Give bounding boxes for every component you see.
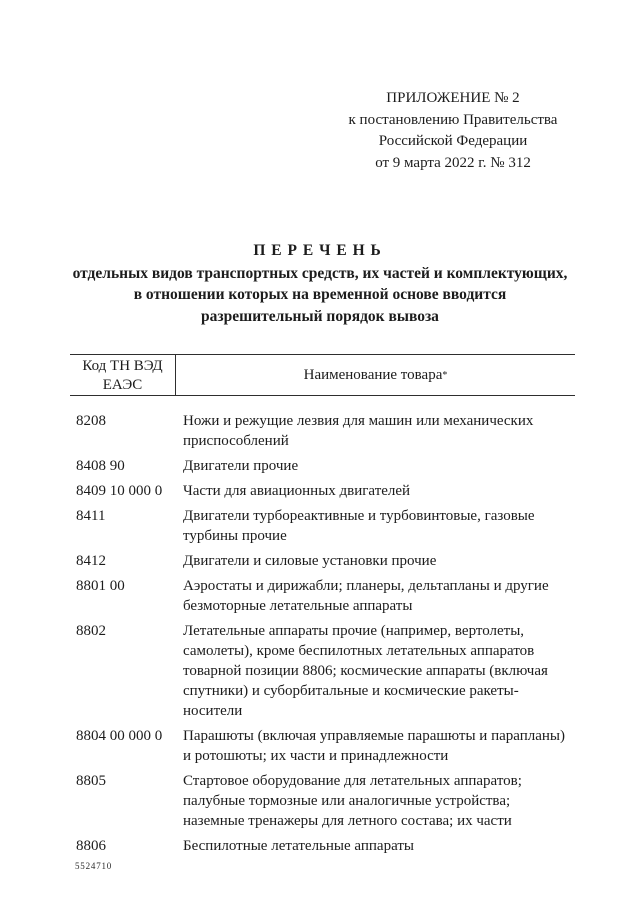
appendix-header xyxy=(308,88,598,174)
row-name: Парашюты (включая управляемые парашюты и парапланы) и ротошюты; их части и принадлежности xyxy=(183,728,565,764)
appendix-header-line: к постановлению Правительства xyxy=(348,111,558,128)
row-name: Двигатели и силовые установки прочие xyxy=(183,553,437,569)
row-code: 8411 xyxy=(76,508,106,524)
row-code: 8409 10 000 0 xyxy=(76,483,163,499)
table-row xyxy=(70,576,575,616)
document-title xyxy=(0,240,640,327)
row-name: Части для авиационных двигателей xyxy=(183,483,411,499)
row-name: Ножи и режущие лезвия для машин или механических приспособлений xyxy=(183,413,534,449)
row-code: 8804 00 000 0 xyxy=(76,728,163,744)
print-control-number: 5524710 xyxy=(75,861,113,871)
row-code: 8208 xyxy=(76,413,106,429)
appendix-header-line: от 9 марта 2022 г. № 312 xyxy=(375,154,531,171)
table-row xyxy=(70,551,575,571)
table-body xyxy=(70,411,575,856)
row-name: Двигатели прочие xyxy=(183,458,299,474)
goods-table xyxy=(70,354,575,856)
column-header-name-label: Наименование товара xyxy=(303,367,443,384)
appendix-header-line: ПРИЛОЖЕНИЕ № 2 xyxy=(386,90,520,106)
table-row xyxy=(70,506,575,546)
row-name: Двигатели турбореактивные и турбовинтовые, газовые турбины прочие xyxy=(183,508,535,544)
appendix-header-line: Российской Федерации xyxy=(378,133,528,149)
row-code: 8801 00 xyxy=(76,578,125,594)
row-code: 8806 xyxy=(76,838,106,854)
table-row xyxy=(70,621,575,721)
table-row xyxy=(70,481,575,501)
column-header-code: Код ТН ВЭД ЕАЭС xyxy=(70,355,176,395)
table-row xyxy=(70,771,575,831)
row-name: Аэростаты и дирижабли; планеры, дельтапланы и другие безмоторные летательные аппараты xyxy=(183,578,549,614)
table-row xyxy=(70,836,575,856)
title-subtitle-line: отдельных видов транспортных средств, их частей и комплектующих, xyxy=(72,264,568,282)
table-row xyxy=(70,456,575,476)
column-header-name: Наименование товара * xyxy=(303,367,448,384)
row-code: 8408 90 xyxy=(76,458,125,474)
title-subtitle-line: разрешительный порядок вывоза xyxy=(201,307,439,325)
row-name: Летательные аппараты прочие (например, вертолеты, самолеты), кроме беспилотных летательных аппаратов товарной позиции 8806; космические аппараты (включая спутники) и суборбитальные и космические ракеты-носители xyxy=(183,623,548,719)
row-code: 8412 xyxy=(76,553,106,569)
table-row xyxy=(70,726,575,766)
table-row xyxy=(70,411,575,451)
row-name: Стартовое оборудование для летательных аппаратов; палубные тормозные или аналогичные устройства; наземные тренажеры для летного состава; их части xyxy=(183,773,522,829)
row-name: Беспилотные летательные аппараты xyxy=(183,838,414,854)
row-code: 8805 xyxy=(76,773,106,789)
title-heading: ПЕРЕЧЕНЬ xyxy=(253,242,387,259)
table-header-row xyxy=(70,354,575,396)
row-code: 8802 xyxy=(76,623,106,639)
title-subtitle-line: в отношении которых на временной основе вводится xyxy=(133,286,507,303)
